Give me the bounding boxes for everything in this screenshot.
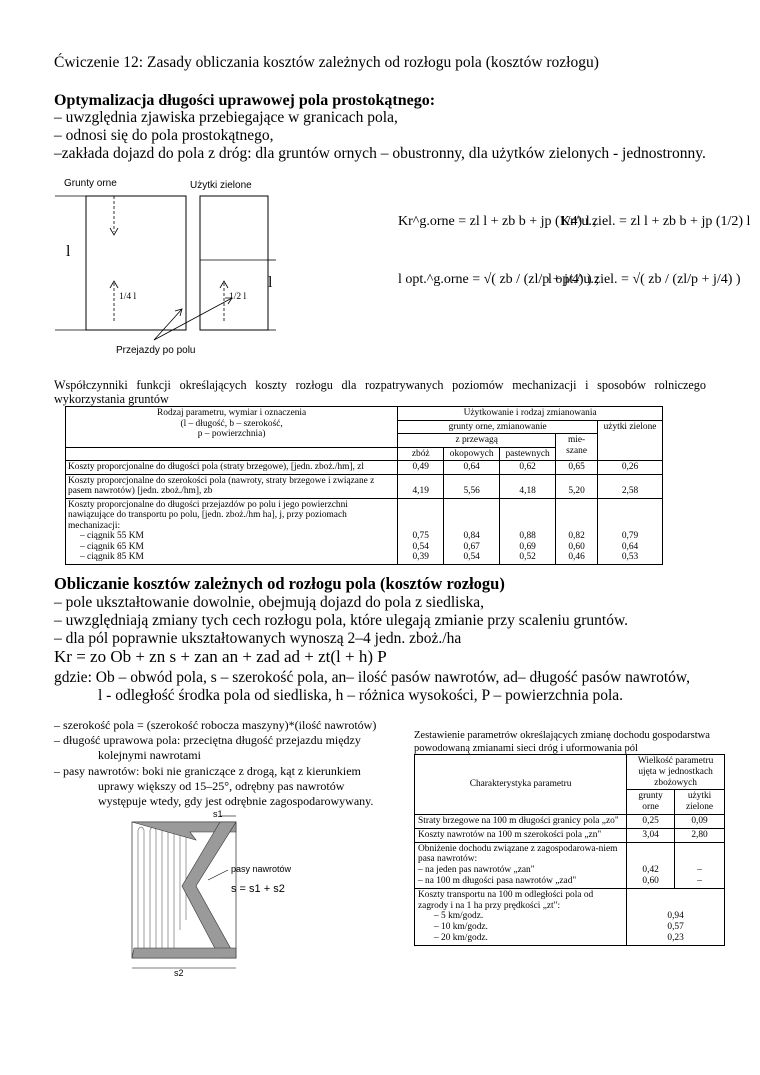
- section1-heading: Optymalizacja długości uprawowej pola prostokątnego:: [54, 92, 436, 109]
- grass-header: użytki zielone: [598, 420, 663, 461]
- header-characteristic: Charakterystyka parametru: [415, 755, 627, 815]
- income-parameters-table: [414, 754, 725, 946]
- header-size: Wielkość parametru ujęta w jednostkach zbożowych: [627, 755, 725, 790]
- mixed-header: mie-szane: [556, 434, 598, 461]
- headland-diagram: [120, 810, 300, 980]
- table1-caption: Współczynniki funkcji określających koszty rozłogu dla rozpatrywanych poziomów mechanizacji i sposobów rolniczego wykorzystania gruntów: [54, 378, 706, 406]
- fraction-half: 1/2 l: [229, 292, 247, 302]
- section2-bullet: – dla pól poprawnie ukształtowanych wynoszą 2–4 jedn. zboż./ha: [54, 630, 462, 647]
- note: – szerokość pola = (szerokość robocza maszyny)*(ilość nawrotów): [54, 718, 377, 732]
- table-row: Obniżenie dochodu związane z zagospodarowa-niem pasa nawrotów: – na jeden pas nawrotów „zan" – na 100 m długości pasa nawrotów „zad" 0,42 0,60 – –: [415, 842, 725, 888]
- formula-s: s = s1 + s2: [231, 883, 285, 895]
- col-past: pastewnych: [500, 447, 556, 461]
- where-line: l - odległość środka pola od siedliska, h – różnica wysokości, P – powierzchnia pola.: [98, 687, 624, 704]
- section2-heading: Obliczanie kosztów zależnych od rozłogu pola (kosztów rozłogu): [54, 574, 505, 593]
- arable-header: grunty orne, zmianowanie: [398, 420, 598, 434]
- label-s1: s1: [213, 809, 223, 819]
- label-arable: Grunty orne: [64, 178, 117, 189]
- label-s2: s2: [174, 968, 184, 978]
- table-row: Koszty proporcjonalne do długości przejazdów po polu i jego powierzchni nawiązujące do transportu po polu, [jedn. zboż./hm ha], j, przy poziomach mechanizacji: – ciągnik 55 KM – ciągnik 65 KM – ciągnik 85 KM 0,75 0,54 0,39 0,84 0,67 0,54 0,88 0,69 0,52 0,82 0,60 0,46 0,79 0,64 0,53: [66, 498, 663, 564]
- label-field-access: Przejazdy po polu: [116, 345, 196, 356]
- table-row: Koszty transportu na 100 m odległości pola od zagrody i na 1 ha przy prędkości „zt": – 5 km/godz. – 10 km/godz. – 20 km/godz. 0,94 0,57 0,23: [415, 888, 725, 945]
- field-diagram: [54, 188, 294, 360]
- label-grassland: Użytki zielone: [190, 180, 252, 191]
- label-length-grass: l: [268, 274, 273, 291]
- table-row: Koszty proporcjonalne do szerokości pola (nawroty, straty brzegowe i związane z pasem nawrotów) [jedn. zboż./hm], zb 4,19 5,56 4,18 5,20 2,58: [66, 474, 663, 498]
- formula-kr-grass: Kr^u.ziel. = zl l + zb b + jp (1/2) l: [560, 214, 751, 229]
- note: występuje wtedy, gdy jest odrębnie zagospodarowywany.: [98, 794, 374, 808]
- col-zboz: zbóż: [398, 447, 444, 461]
- note: kolejnymi nawrotami: [98, 748, 201, 762]
- note: – długość uprawowa pola: przeciętna długość przejazdu między: [54, 733, 361, 747]
- col-grass: użytki zielone: [675, 790, 725, 815]
- fraction-quarter: 1/4 l: [119, 292, 137, 302]
- label-headland-strips: pasy nawrotów: [231, 864, 292, 874]
- formula-lopt-arable: l opt.^g.orne = √( zb / (zl/p + j/4) ) ;: [398, 272, 600, 287]
- formula-kr-arable: Kr^g.orne = zl l + zb b + jp (1/4) l ,: [398, 214, 597, 229]
- table-row: Koszty proporcjonalne do długości pola (straty brzegowe), [jedn. zboż./hm], zl 0,49 0,64 0,62 0,65 0,26: [66, 461, 663, 475]
- coefficients-table: [65, 406, 663, 565]
- section1-bullet: – odnosi się do pola prostokątnego,: [54, 127, 274, 144]
- note: uprawy większy od 15–25°, odrębny pas nawrotów: [98, 779, 345, 793]
- col-arable: grunty orne: [627, 790, 675, 815]
- section1-bullet: –zakłada dojazd do pola z dróg: dla gruntów ornych – obustronny, dla użytków zielonych - jednostronny.: [54, 145, 706, 162]
- section2-bullet: – uwzględniają zmiany tych cech rozłogu pola, które ulegają zmianie przy scaleniu gruntów.: [54, 612, 628, 629]
- label-length-arable: l: [66, 243, 71, 260]
- note: – pasy nawrotów: boki nie graniczące z drogą, kąt z kierunkiem: [54, 764, 361, 778]
- formula-lopt-grass: l opt.^u.ziel. = √( zb / (zl/p + j/4) ): [548, 272, 741, 287]
- page-title: Ćwiczenie 12: Zasady obliczania kosztów zależnych od rozłogu pola (kosztów rozłogu): [54, 54, 599, 71]
- table-row: Straty brzegowe na 100 m długości granicy pola „zo" 0,25 0,09: [415, 814, 725, 828]
- col-okop: okopowych: [444, 447, 500, 461]
- table-row: Koszty nawrotów na 100 m szerokości pola „zn" 3,04 2,80: [415, 828, 725, 842]
- section2-bullet: – pole ukształtowanie dowolnie, obejmują dojazd do pola z siedliska,: [54, 594, 485, 611]
- where-line: gdzie: Ob – obwód pola, s – szerokość pola, an– ilość pasów nawrotów, ad– długość pasów nawrotów,: [54, 669, 690, 686]
- use-header: Użytkowanie i rodzaj zmianowania: [398, 407, 663, 421]
- param-header-cell: Rodzaj parametru, wymiar i oznaczenia (l – długość, b – szerokość, p – powierzchnia): [66, 407, 398, 448]
- cost-formula: Kr = zo Ob + zn s + zan an + zad ad + zt(l + h) P: [54, 647, 387, 666]
- section1-bullet: – uwzględnia zjawiska przebiegające w granicach pola,: [54, 109, 398, 126]
- table2-caption: Zestawienie parametrów określających zmianę dochodu gospodarstwa powodowaną zmianami sieci dróg i uformowania pól: [414, 730, 710, 754]
- predominance-header: z przewagą: [398, 434, 556, 448]
